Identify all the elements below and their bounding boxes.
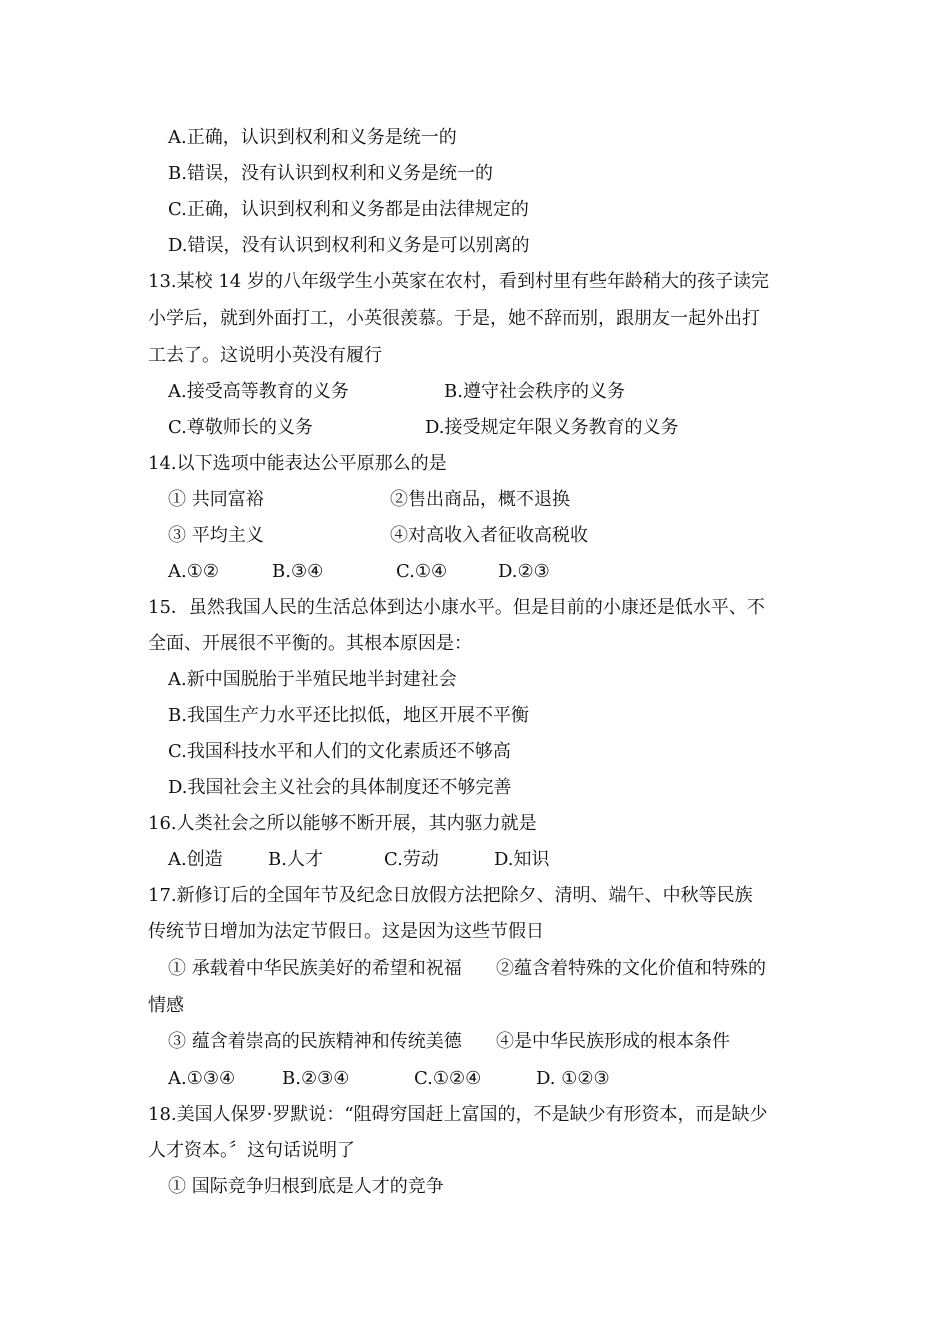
q15-option-c: C.我国科技水平和人们的文化素质还不够高 bbox=[168, 741, 511, 762]
q17-option-d: D. ①②③ bbox=[536, 1068, 610, 1089]
q15-stem-line-2: 全面、开展很不平衡的。其根本原因是： bbox=[148, 633, 472, 654]
q13-option-c: C.尊敬师长的义务 bbox=[168, 417, 313, 438]
q13-option-b: B.遵守社会秩序的义务 bbox=[444, 381, 625, 402]
q17-item-4: ④是中华民族形成的根本条件 bbox=[496, 1031, 730, 1052]
q13-stem-line-1: 13.某校 14 岁的八年级学生小英家在农村，看到村里有些年龄稍大的孩子读完 bbox=[148, 271, 769, 292]
q16-stem: 16.人类社会之所以能够不断开展，其内驱力就是 bbox=[148, 813, 537, 834]
q18-stem-line-2: 人才资本。〞这句话说明了 bbox=[148, 1140, 355, 1161]
q13-option-a: A.接受高等教育的义务 bbox=[168, 381, 349, 402]
q17-items-row-1 bbox=[168, 957, 868, 981]
q18-item-1: ① 国际竞争归根到底是人才的竞争 bbox=[168, 1176, 444, 1197]
q14-options-row bbox=[168, 560, 868, 584]
q16-options-row bbox=[168, 848, 868, 872]
q14-option-b: B.③④ bbox=[272, 561, 324, 582]
q18-stem-line-1: 18.美国人保罗·罗默说：“阻碍穷国赶上富国的，不是缺少有形资本，而是缺少 bbox=[148, 1104, 768, 1125]
q13-option-d: D.接受规定年限义务教育的义务 bbox=[425, 417, 679, 438]
q17-item-1: ① 承载着中华民族美好的希望和祝福 bbox=[168, 958, 462, 979]
q14-items-row-1 bbox=[168, 488, 868, 512]
q14-item-1: ① 共同富裕 bbox=[168, 489, 264, 510]
q13-stem-line-2: 小学后，就到外面打工，小英很羡慕。于是，她不辞而别，跟朋友一起外出打 bbox=[148, 308, 760, 329]
q12-option-a: A.正确，认识到权利和义务是统一的 bbox=[168, 127, 457, 148]
q17-item-3: ③ 蕴含着崇高的民族精神和传统美德 bbox=[168, 1031, 462, 1052]
q17-option-c: C.①②④ bbox=[414, 1068, 482, 1089]
q14-item-2: ②售出商品，概不退换 bbox=[390, 489, 570, 510]
q17-option-a: A.①③④ bbox=[168, 1068, 236, 1089]
q17-items-row-2 bbox=[168, 1030, 868, 1054]
q14-item-4: ④对高收入者征收高税收 bbox=[390, 525, 588, 546]
q14-option-d: D.②③ bbox=[498, 561, 550, 582]
q17-options-row bbox=[168, 1067, 868, 1091]
q15-option-b: B.我国生产力水平还比拟低，地区开展不平衡 bbox=[168, 705, 529, 726]
q14-option-a: A.①② bbox=[168, 561, 219, 582]
q12-option-c: C.正确，认识到权利和义务都是由法律规定的 bbox=[168, 199, 529, 220]
q16-option-b: B.人才 bbox=[268, 849, 323, 870]
q16-option-c: C.劳动 bbox=[384, 849, 439, 870]
q16-option-a: A.创造 bbox=[168, 849, 223, 870]
q17-stem-line-1: 17.新修订后的全国年节及纪念日放假方法把除夕、清明、端午、中秋等民族 bbox=[148, 885, 753, 906]
q17-stem-line-2: 传统节日增加为法定节假日。这是因为这些节假日 bbox=[148, 921, 544, 942]
q12-option-d: D.错误，没有认识到权利和义务是可以别离的 bbox=[168, 235, 530, 256]
q15-option-a: A.新中国脱胎于半殖民地半封建社会 bbox=[168, 669, 457, 690]
q12-option-b: B.错误，没有认识到权利和义务是统一的 bbox=[168, 163, 493, 184]
q14-item-3: ③ 平均主义 bbox=[168, 525, 264, 546]
q13-stem-line-3: 工去了。这说明小英没有履行 bbox=[148, 345, 382, 366]
q14-stem: 14.以下选项中能表达公平原那么的是 bbox=[148, 453, 447, 474]
q17-option-b: B.②③④ bbox=[282, 1068, 350, 1089]
q15-stem-line-1: 15．虽然我国人民的生活总体到达小康水平。但是目前的小康还是低水平、不 bbox=[148, 597, 765, 618]
q17-item-2-continued: 情感 bbox=[148, 995, 184, 1016]
q16-option-d: D.知识 bbox=[494, 849, 550, 870]
q14-items-row-2 bbox=[168, 524, 868, 548]
q13-options-row-2 bbox=[168, 416, 868, 440]
q17-item-2: ②蕴含着特殊的文化价值和特殊的 bbox=[496, 958, 766, 979]
q13-options-row-1 bbox=[168, 380, 868, 404]
q14-option-c: C.①④ bbox=[396, 561, 448, 582]
q15-option-d: D.我国社会主义社会的具体制度还不够完善 bbox=[168, 777, 512, 798]
